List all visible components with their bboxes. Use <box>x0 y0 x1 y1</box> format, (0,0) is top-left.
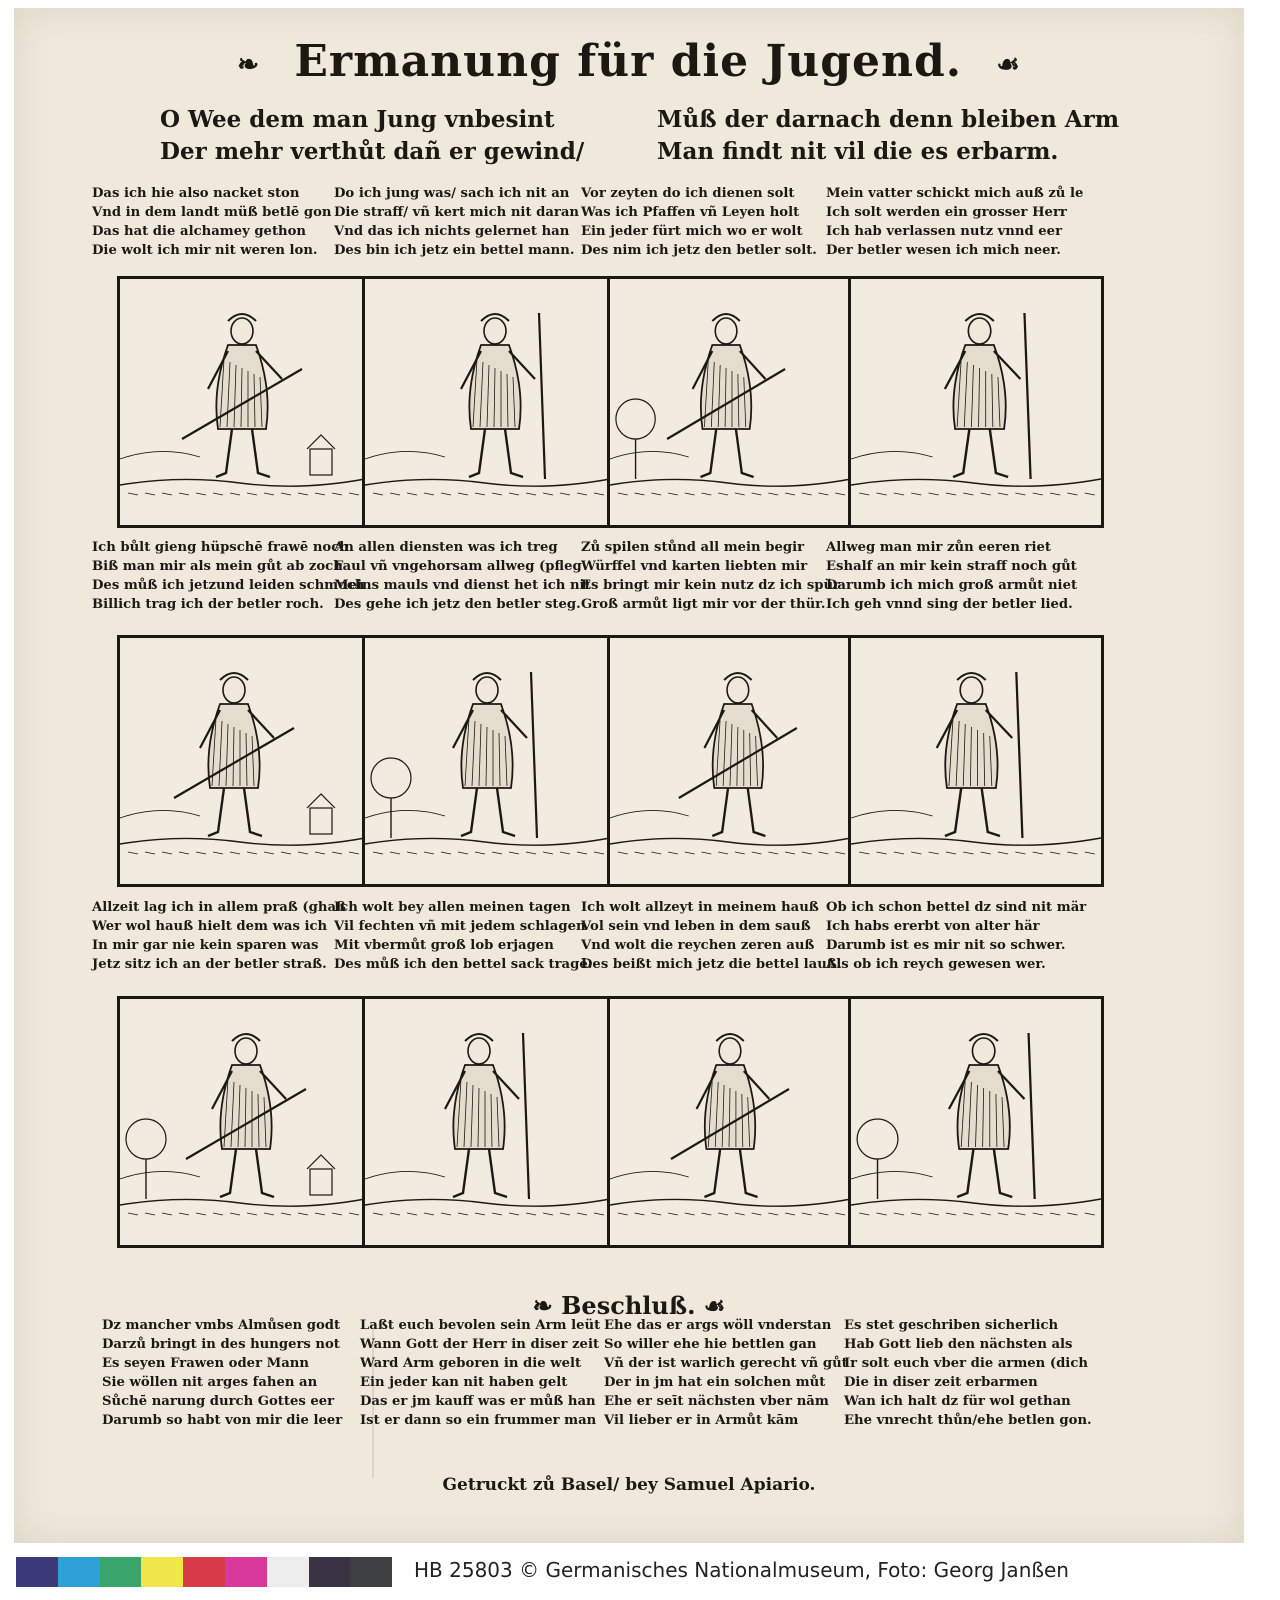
color-swatch <box>141 1557 183 1587</box>
verse-line: Die wolt ich mir nit weren lon. <box>92 243 318 258</box>
verse-line: Darumb ist es mir nit so schwer. <box>826 938 1066 953</box>
beggar-with-rosary-icon <box>851 638 1101 884</box>
verse-line: Des gehe ich jetz den betler steg. <box>334 597 581 612</box>
verse-line: Dz mancher vmbs Almůsen godt <box>102 1318 341 1333</box>
verse-line: Der in jm hat ein solchen můt <box>604 1375 826 1390</box>
conclusion-heading <box>14 1291 1244 1320</box>
verse-line: Wer wol hauß hielt dem was ich <box>92 919 328 934</box>
verse-line: Sie wöllen nit arges fahen an <box>102 1375 318 1390</box>
verse-line: Ist er dann so ein frummer man <box>360 1413 597 1428</box>
verse-stanza <box>92 184 337 260</box>
verse-line: Vñ der ist warlich gerecht vñ gůt <box>604 1356 848 1371</box>
verse-stanza <box>826 898 1087 974</box>
verse-line: Man findt nit vil die es erbarm. <box>657 138 1059 165</box>
color-swatch <box>100 1557 142 1587</box>
verse-line: Groß armůt ligt mir vor der thür. <box>581 597 826 612</box>
verse-line: Do ich jung was/ sach ich nit an <box>334 186 570 201</box>
verse-line: Laßt euch bevolen sein Arm leüt <box>360 1318 601 1333</box>
ornament-left-icon: ❧ <box>532 1291 553 1320</box>
verse-stanza <box>334 184 579 260</box>
verse-line: Vor zeyten do ich dienen solt <box>581 186 795 201</box>
broadsheet-page <box>14 8 1244 1543</box>
ornament-left-icon: ❧ <box>237 49 261 80</box>
verse-line: Ich hab verlassen nutz vnnd eer <box>826 224 1063 239</box>
color-swatch <box>309 1557 351 1587</box>
verse-stanza <box>844 1316 1094 1430</box>
verse-line: Mit vbermůt groß lob erjagen <box>334 938 554 953</box>
verse-stanza <box>92 538 365 614</box>
verse-stanza <box>826 538 1078 614</box>
verse-line: Faul vñ vngehorsam allweg (pfleg <box>334 559 582 574</box>
verse-stanza <box>826 184 1084 260</box>
verse-stanza <box>604 1316 854 1430</box>
verse-line: Würffel vnd karten liebten mir <box>581 559 808 574</box>
verse-line: Biß man mir als mein gůt ab zoch <box>92 559 343 574</box>
woodcut-beggar-with-rosary <box>848 635 1104 887</box>
verse-line: Des můß ich den bettel sack tragē. <box>334 957 593 972</box>
woodcut-cloaked-man-with-sword <box>848 996 1104 1248</box>
verse-line: Billich trag ich der betler roch. <box>92 597 324 612</box>
verse-line: Ehe das er args wöll vnderstan <box>604 1318 832 1333</box>
cloaked-man-with-sword-icon <box>851 999 1101 1245</box>
verse-line: Die straff/ vñ kert mich nit daran <box>334 205 579 220</box>
verse-line: Vnd in dem landt müß betlē gon <box>92 205 332 220</box>
ornament-right-icon: ☙ <box>996 49 1021 80</box>
woodcut-young-man-with-staff-and-jug <box>362 635 613 887</box>
verse-line: Als ob ich reych gewesen wer. <box>826 957 1046 972</box>
verse-line: Allweg man mir zůn eeren riet <box>826 540 1051 555</box>
verse-line: Vol sein vnd leben in dem sauß <box>581 919 811 934</box>
seated-beggar-with-bowl-icon <box>120 999 365 1245</box>
verse-line: Zů spilen stůnd all mein begir <box>581 540 805 555</box>
verse-stanza <box>334 538 591 614</box>
woodcut-kneeling-mercenary <box>607 635 854 887</box>
woodcut-bearded-pilgrim-with-flask <box>607 996 854 1248</box>
verse-line: Des bin ich jetz ein bettel mann. <box>334 243 575 258</box>
verse-line: Hab Gott lieb den nächsten als <box>844 1337 1073 1352</box>
verse-line: Des můß ich jetzund leiden schmoch <box>92 578 365 593</box>
verse-line: Ich wolt allzeyt in meinem hauß <box>581 900 819 915</box>
verse-stanza <box>102 1316 352 1430</box>
youth-carrying-pole-icon <box>851 279 1101 525</box>
verse-line: Vnd wolt die reychen zeren auß <box>581 938 815 953</box>
woodcut-bearded-beggar-with-crutch <box>362 276 613 528</box>
kneeling-mercenary-icon <box>610 638 851 884</box>
verse-line: Darumb so habt von mir die leer <box>102 1413 343 1428</box>
verse-line: Vnd das ich nichts gelernet han <box>334 224 570 239</box>
color-swatch <box>183 1557 225 1587</box>
verse-stanza <box>581 898 842 974</box>
young-man-with-staff-and-jug-icon <box>365 638 610 884</box>
title-line <box>14 36 1244 87</box>
verse-line: Allzeit lag ich in allem praß (ghaß <box>92 900 347 915</box>
woodcut-seated-beggar-with-bowl <box>117 996 368 1248</box>
verse-stanza <box>92 898 347 974</box>
color-swatch <box>267 1557 309 1587</box>
verse-line: Ehe vnrecht thůn/ehe betlen gon. <box>844 1413 1092 1428</box>
verse-line: Der betler wesen ich mich neer. <box>826 243 1061 258</box>
verse-line: Můß der darnach denn bleiben Arm <box>657 106 1120 133</box>
ornament-right-icon: ☙ <box>703 1291 726 1320</box>
verse-line: An allen diensten was ich treg <box>334 540 558 555</box>
verse-line: In mir gar nie kein sparen was <box>92 938 319 953</box>
verse-line: Ehe er seīt nächsten vber nām <box>604 1394 829 1409</box>
verse-line: Was ich Pfaffen vñ Leyen holt <box>581 205 800 220</box>
printer-imprint: Getruckt zů Basel/ bey Samuel Apiario. <box>442 1475 816 1495</box>
verse-line: Das ich hie also nacket ston <box>92 186 300 201</box>
verse-line: Jetz sitz ich an der betler straß. <box>92 957 327 972</box>
verse-stanza <box>334 898 593 974</box>
verse-line: Das hat die alchamey gethon <box>92 224 307 239</box>
verse-line: Eshalf an mir kein straff noch gůt <box>826 559 1077 574</box>
verse-line: Ob ich schon bettel dz sind nit mär <box>826 900 1087 915</box>
bearded-pilgrim-with-flask-icon <box>610 999 851 1245</box>
verse-line: Wan ich halt dz für wol gethan <box>844 1394 1071 1409</box>
color-swatch <box>350 1557 392 1587</box>
header-verse-left <box>160 104 584 168</box>
verse-line: Vil lieber er in Armůt kām <box>604 1413 799 1428</box>
verse-line: O Wee dem man Jung vnbesint <box>160 106 555 133</box>
woodcut-one-legged-beggar <box>362 996 613 1248</box>
old-pilgrim-with-staff-icon <box>120 279 365 525</box>
color-swatch <box>225 1557 267 1587</box>
verse-line: Darumb ich mich groß armůt niet <box>826 578 1078 593</box>
color-swatch <box>16 1557 58 1587</box>
verse-line: Darzů bringt in des hungers not <box>102 1337 340 1352</box>
verse-line: Es seyen Frawen oder Mann <box>102 1356 309 1371</box>
conclusion-title: Beschluß. <box>561 1291 696 1320</box>
bearded-beggar-with-crutch-icon <box>365 279 610 525</box>
woodcut-youth-carrying-pole <box>848 276 1104 528</box>
verse-line: Ich habs ererbt von alter här <box>826 919 1040 934</box>
verse-line: Ward Arm geboren in die welt <box>360 1356 582 1371</box>
hunched-man-with-sword-icon <box>120 638 365 884</box>
verse-line: Meins mauls vnd dienst het ich nit <box>334 578 591 593</box>
verse-stanza <box>581 538 841 614</box>
verse-line: Die in diser zeit erbarmen <box>844 1375 1038 1390</box>
verse-stanza <box>581 184 826 260</box>
woodcut-old-pilgrim-with-staff <box>117 276 368 528</box>
verse-line: Des beißt mich jetz die bettel lauß. <box>581 957 842 972</box>
verse-line: Ich wolt bey allen meinen tagen <box>334 900 571 915</box>
verse-line: Es stet geschriben sicherlich <box>844 1318 1059 1333</box>
verse-line: Ein jeder kan nit haben gelt <box>360 1375 568 1390</box>
verse-line: Wann Gott der Herr in diser zeit <box>360 1337 600 1352</box>
one-legged-beggar-icon <box>365 999 610 1245</box>
color-calibration-bar <box>16 1557 392 1587</box>
verse-line: Ir solt euch vber die armen (dich <box>844 1356 1088 1371</box>
verse-line: Es bringt mir kein nutz dz ich spür <box>581 578 841 593</box>
verse-line: Mein vatter schickt mich auß zů le <box>826 186 1084 201</box>
header-verse-right <box>657 104 1119 168</box>
verse-line: Das er jm kauff was er můß han <box>360 1394 596 1409</box>
verse-line: Des nim ich jetz den betler solt. <box>581 243 817 258</box>
page-title: Ermanung für die Jugend. <box>294 36 963 87</box>
verse-line: Der mehr verthůt dañ er gewind/ <box>160 138 585 165</box>
verse-line: Ich solt werden ein grosser Herr <box>826 205 1067 220</box>
verse-line: Ich bůlt gieng hüpschē frawē noch <box>92 540 349 555</box>
verse-line: Ich geh vnnd sing der betler lied. <box>826 597 1073 612</box>
verse-line: Vil fechten vñ mit jedem schlagen <box>334 919 586 934</box>
verse-stanza <box>360 1316 610 1430</box>
photo-credit: HB 25803 © Germanisches Nationalmuseum, Foto: Georg Janßen <box>414 1558 1069 1582</box>
young-woman-with-staff-icon <box>610 279 851 525</box>
verse-line: Sůchē narung durch Gottes eer <box>102 1394 335 1409</box>
woodcut-young-woman-with-staff <box>607 276 854 528</box>
color-swatch <box>58 1557 100 1587</box>
verse-line: Ein jeder fürt mich wo er wolt <box>581 224 803 239</box>
verse-line: So willer ehe hie bettlen gan <box>604 1337 817 1352</box>
woodcut-hunched-man-with-sword <box>117 635 368 887</box>
